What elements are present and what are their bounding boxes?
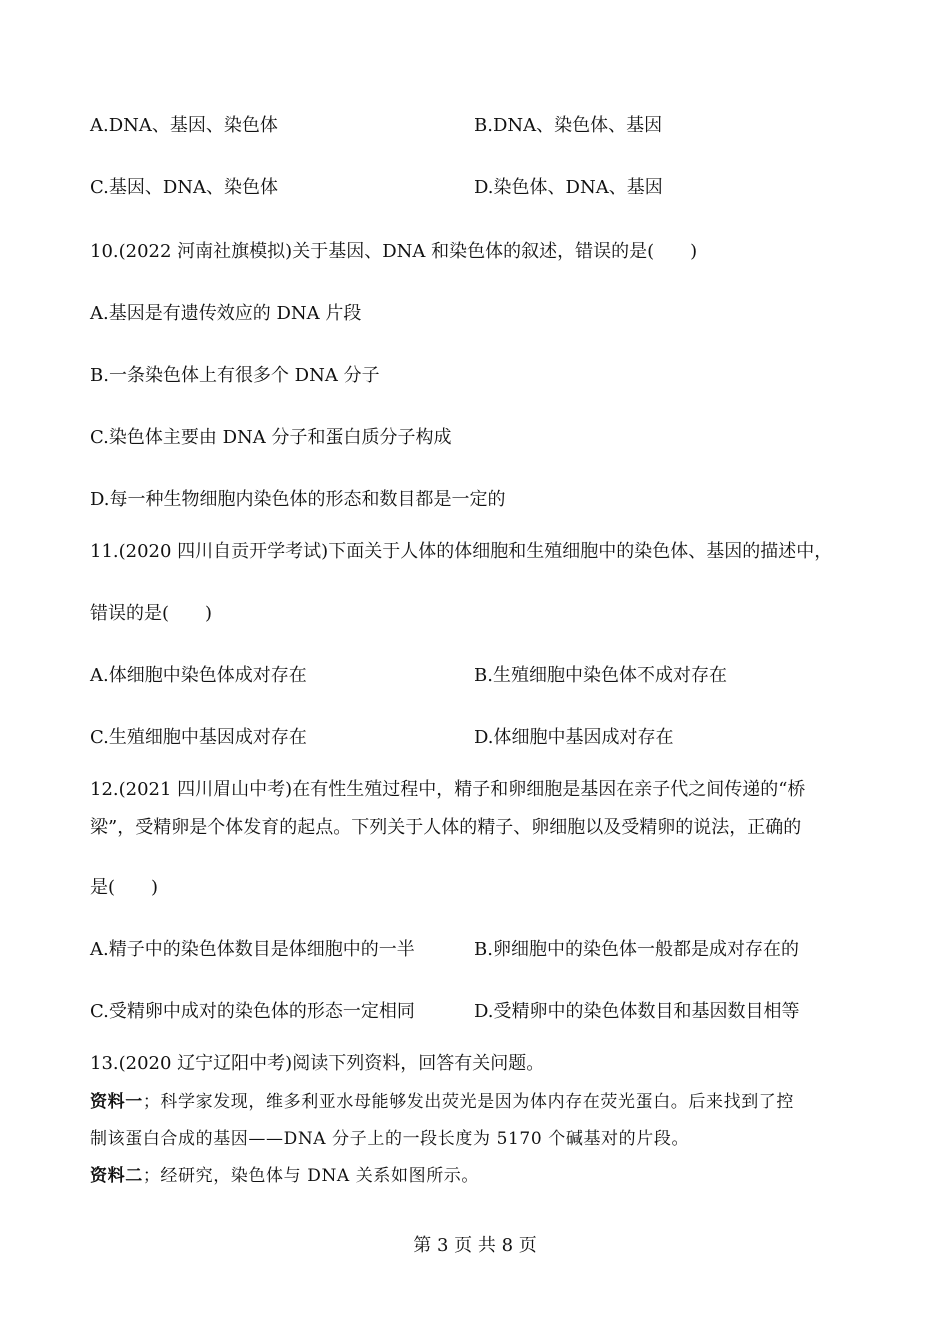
q11-stem-line2: 错误的是( ) [90,603,213,624]
q13-stem: 13.(2020 辽宁辽阳中考)阅读下列资料，回答有关问题。 [90,1053,545,1074]
q10-option-b: B.一条染色体上有很多个 DNA 分子 [90,365,380,386]
q11-option-b: B.生殖细胞中染色体不成对存在 [474,665,727,686]
q9-option-a: A.DNA、基因、染色体 [90,115,278,136]
q12-stem-line1: 12.(2021 四川眉山中考)在有性生殖过程中，精子和卵细胞是基因在亲子代之间传递的“桥 [90,779,806,800]
q9-option-b: B.DNA、染色体、基因 [474,115,663,136]
q12-stem-line3: 是( ) [90,877,159,898]
q12-option-c: C.受精卵中成对的染色体的形态一定相同 [90,1001,415,1022]
q10-option-d: D.每一种生物细胞内染色体的形态和数目都是一定的 [90,489,506,510]
q13-material1-line1 [90,1090,794,1114]
q9-option-d: D.染色体、DNA、基因 [474,177,663,198]
page-footer: 第 3 页 共 8 页 [413,1235,537,1256]
material1-text: ；科学家发现，维多利亚水母能够发出荧光是因为体内存在荧光蛋白。后来找到了控 [142,1092,795,1112]
q11-option-a: A.体细胞中染色体成对存在 [90,665,307,686]
q13-material1-line2: 制该蛋白合成的基因——DNA 分子上的一段长度为 5170 个碱基对的片段。 [90,1129,690,1149]
q12-stem-line2: 梁”，受精卵是个体发育的起点。下列关于人体的精子、卵细胞以及受精卵的说法，正确的 [90,817,802,838]
q11-option-c: C.生殖细胞中基因成对存在 [90,727,307,748]
q11-stem-line1: 11.(2020 四川自贡开学考试)下面关于人体的体细胞和生殖细胞中的染色体、基因的描述中， [90,541,833,562]
q13-material2 [90,1164,479,1188]
q12-option-b: B.卵细胞中的染色体一般都是成对存在的 [474,939,799,960]
q9-option-c: C.基因、DNA、染色体 [90,177,279,198]
q11-option-d: D.体细胞中基因成对存在 [474,727,674,748]
q10-stem: 10.(2022 河南社旗模拟)关于基因、DNA 和染色体的叙述，错误的是( ) [90,241,698,262]
material1-label: 资料一 [90,1092,143,1112]
q10-option-c: C.染色体主要由 DNA 分子和蛋白质分子构成 [90,427,452,448]
q10-option-a: A.基因是有遗传效应的 DNA 片段 [90,303,362,324]
material2-label: 资料二 [90,1166,143,1186]
q12-option-a: A.精子中的染色体数目是体细胞中的一半 [90,939,415,960]
material2-text: ；经研究，染色体与 DNA 关系如图所示。 [142,1166,480,1186]
q12-option-d: D.受精卵中的染色体数目和基因数目相等 [474,1001,800,1022]
